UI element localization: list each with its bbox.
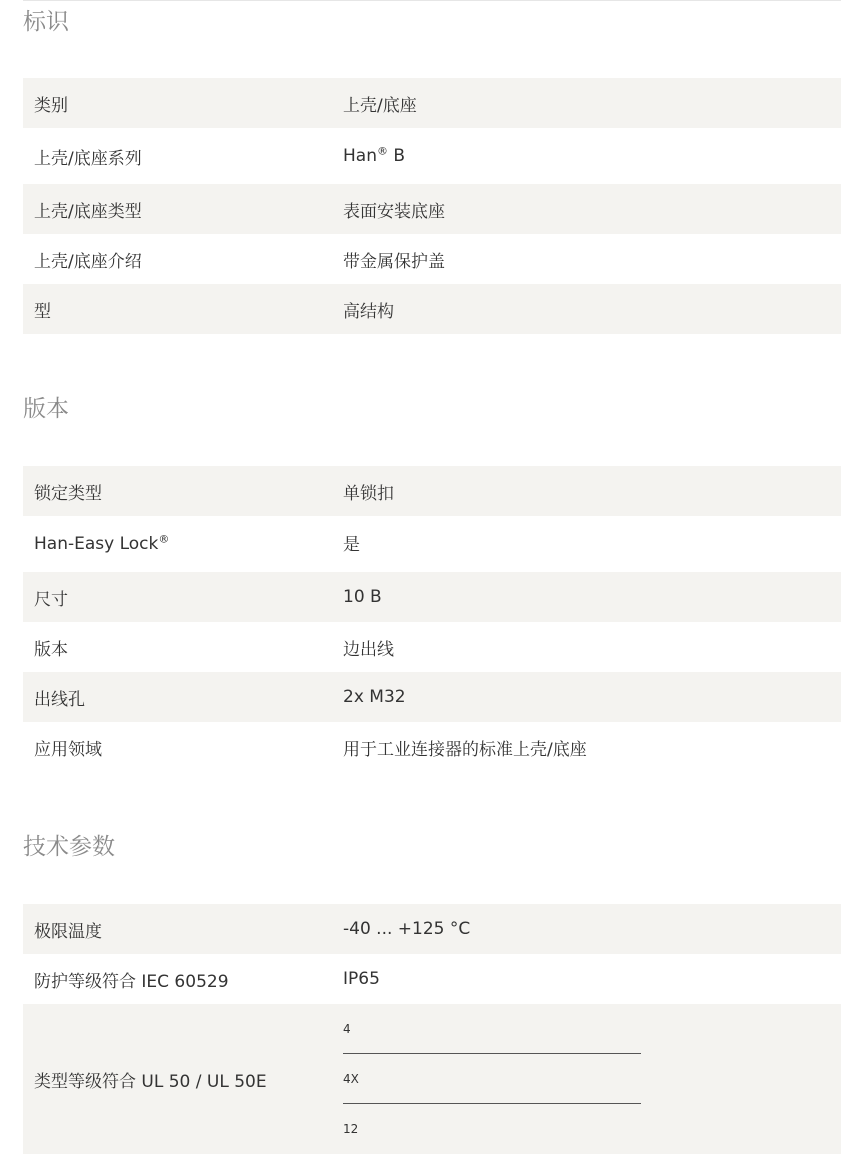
list-item: 4X <box>343 1054 641 1104</box>
row-value: 单锁扣 <box>343 483 394 504</box>
top-divider <box>23 0 841 1</box>
row-value: 高结构 <box>343 301 394 322</box>
table-row <box>23 128 841 184</box>
registered-mark: ® <box>376 144 388 158</box>
list-item: 12 <box>343 1122 359 1136</box>
table-row <box>23 78 841 128</box>
row-label: 防护等级符合 IEC 60529 <box>34 971 229 992</box>
row-value: 边出线 <box>343 639 394 660</box>
section-title: 技术参数 <box>23 834 115 860</box>
table-row <box>23 954 841 1004</box>
row-label: 应用领域 <box>34 739 102 760</box>
row-value: 用于工业连接器的标准上壳/底座 <box>343 739 587 760</box>
row-label: 尺寸 <box>34 589 68 610</box>
table-row <box>23 672 841 722</box>
row-label: 上壳/底座类型 <box>34 201 142 222</box>
value-text: Han <box>343 146 377 166</box>
table-row <box>23 904 841 954</box>
section-identification <box>23 2 841 334</box>
row-label: 型 <box>34 301 51 322</box>
value-list <box>343 1004 641 1154</box>
label-text: Han-Easy Lock <box>34 534 159 554</box>
section-title: 版本 <box>23 396 69 422</box>
row-label: 上壳/底座系列 <box>34 148 142 169</box>
section-title: 标识 <box>23 9 69 35</box>
row-value: 2x M32 <box>343 687 406 707</box>
table-row <box>23 184 841 234</box>
row-label: 锁定类型 <box>34 483 102 504</box>
row-label: 极限温度 <box>34 921 102 942</box>
row-label: 出线孔 <box>34 689 85 710</box>
table-row <box>23 622 841 672</box>
list-item: 4 <box>343 1004 641 1054</box>
section-technical-data <box>23 827 841 1154</box>
row-label: 版本 <box>34 639 68 660</box>
row-value <box>343 146 841 166</box>
row-label: 类别 <box>34 95 68 116</box>
row-value: 带金属保护盖 <box>343 251 445 272</box>
table-row <box>23 722 841 772</box>
table-row <box>23 284 841 334</box>
row-label: 类型等级符合 UL 50 / UL 50E <box>34 1071 267 1092</box>
row-value: IP65 <box>343 969 380 989</box>
table-row <box>23 516 841 572</box>
row-value: 是 <box>343 535 360 555</box>
table-row <box>23 466 841 516</box>
registered-mark: ® <box>158 532 170 546</box>
row-label: 上壳/底座介绍 <box>34 251 142 272</box>
table-row <box>23 234 841 284</box>
row-value: 10 B <box>343 587 382 607</box>
row-value: 表面安装底座 <box>343 201 445 222</box>
row-value: 上壳/底座 <box>343 95 417 116</box>
value-suffix: B <box>387 146 406 166</box>
section-version <box>23 389 841 772</box>
row-label <box>23 534 343 554</box>
row-value: -40 ... +125 °C <box>343 919 471 939</box>
row-value <box>343 1004 841 1154</box>
table-row <box>23 572 841 622</box>
table-row <box>23 1004 841 1154</box>
